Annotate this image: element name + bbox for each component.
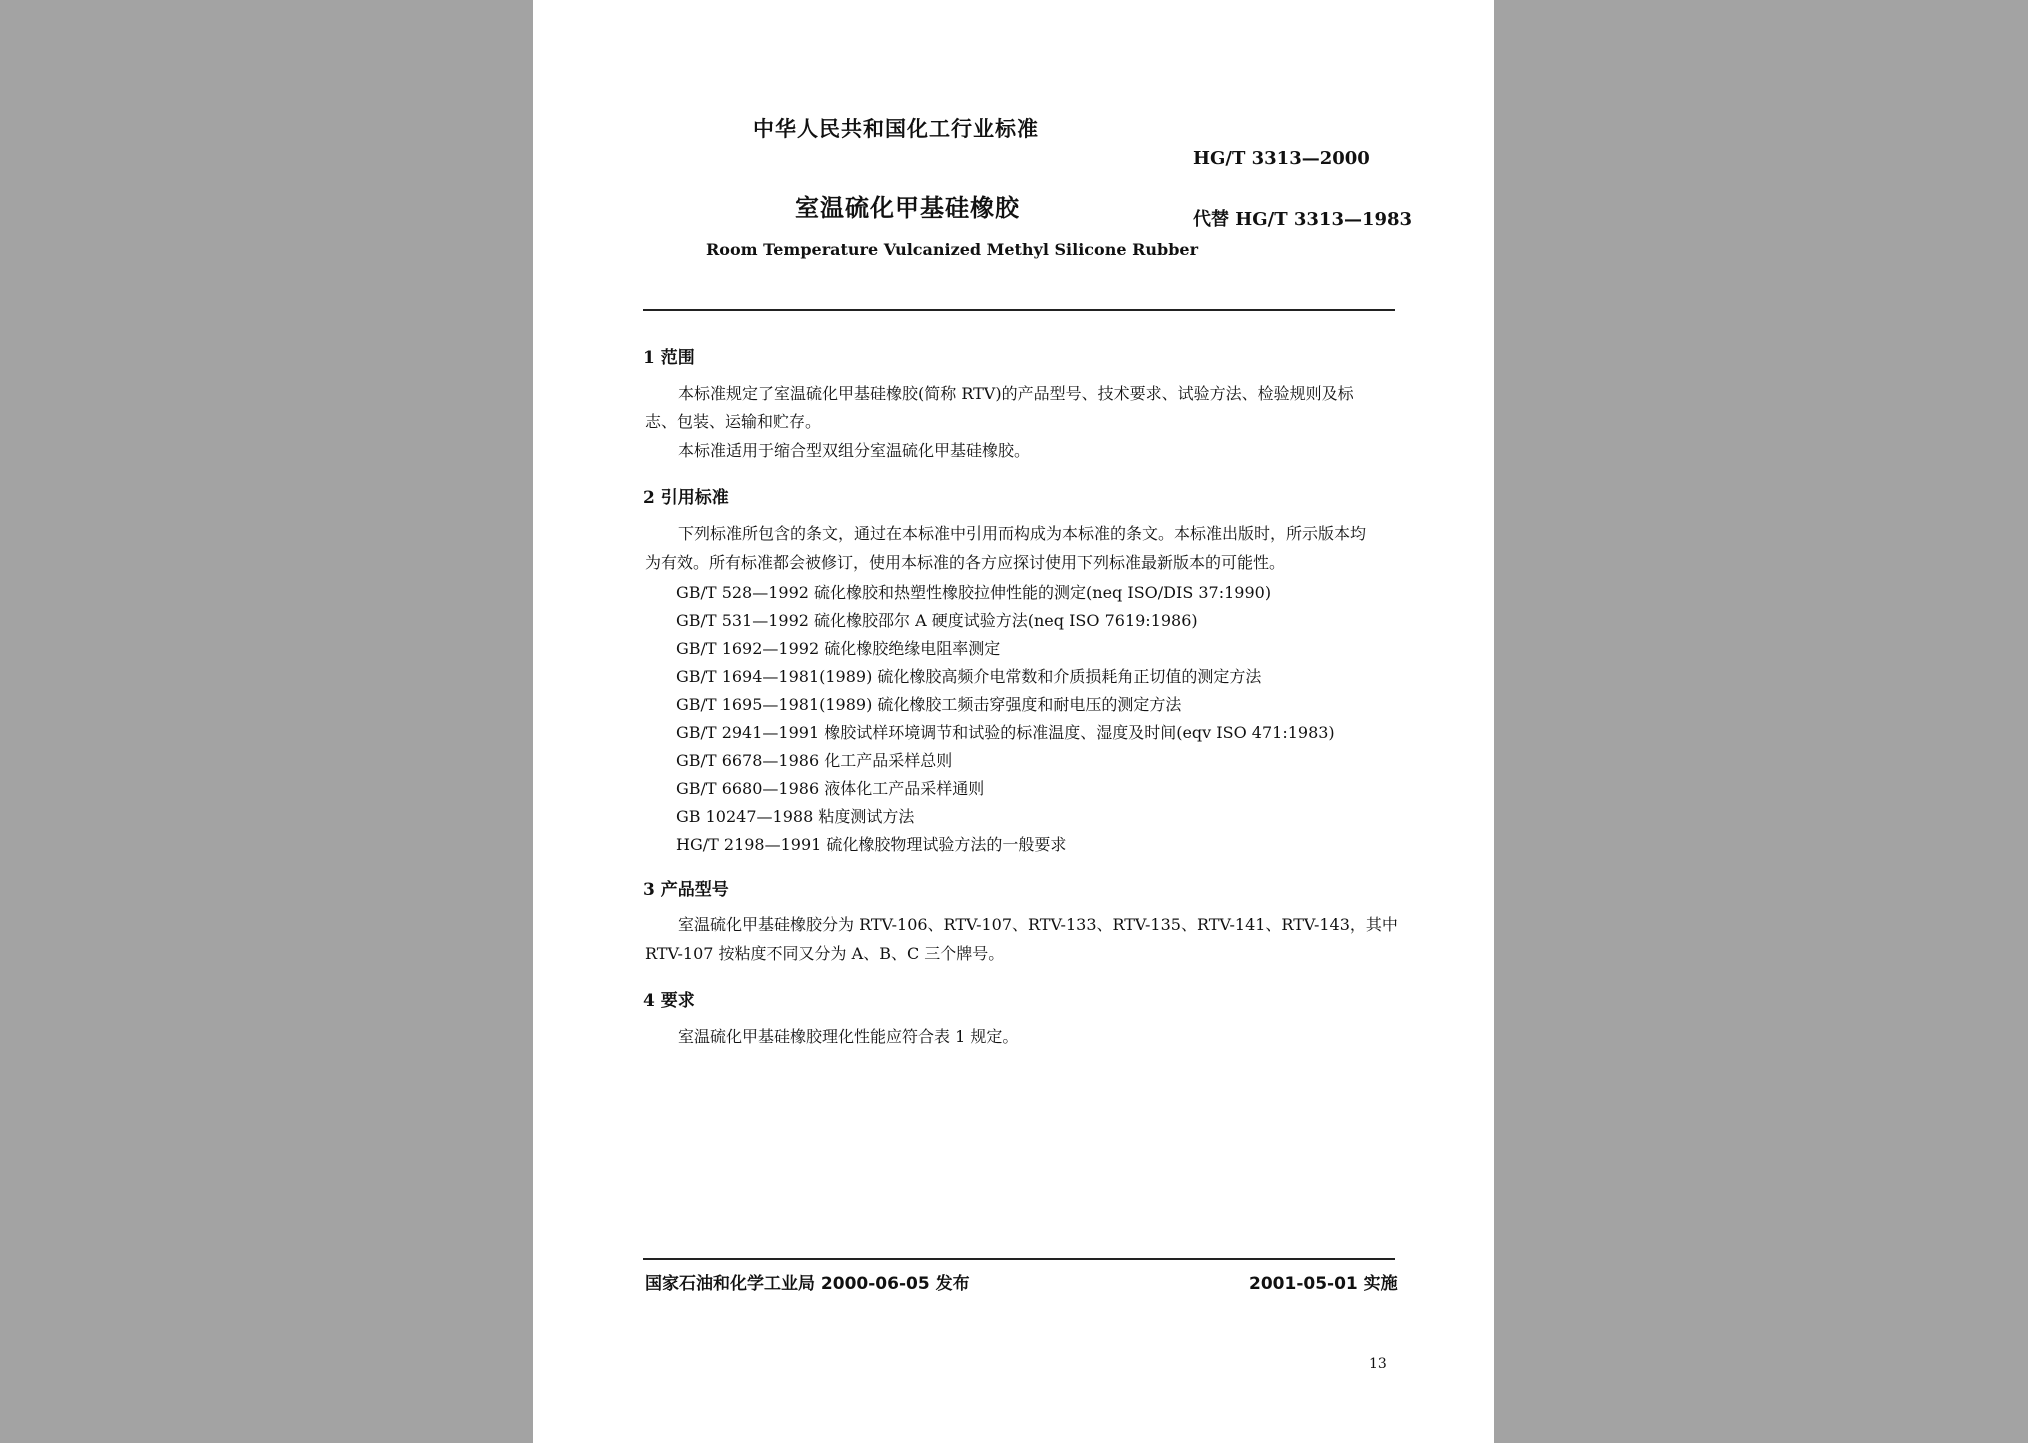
section-2-paragraph-line: 为有效。所有标准都会被修订，使用本标准的各方应探讨使用下列标准最新版本的可能性。 [645, 553, 1286, 572]
reference-item: GB/T 531—1992 硫化橡胶邵尔 A 硬度试验方法(neq ISO 7619:1986) [676, 611, 1198, 630]
reference-item: GB/T 1692—1992 硫化橡胶绝缘电阻率测定 [676, 639, 1001, 658]
replaces-standard: 代替 HG/T 3313—1983 [1193, 209, 1413, 230]
page-number: 13 [1369, 1356, 1387, 1372]
header-divider [643, 309, 1395, 311]
reference-item: GB/T 2941—1991 橡胶试样环境调节和试验的标准温度、湿度及时间(eqv ISO 471:1983) [676, 723, 1335, 742]
section-2-heading: 2 引用标准 [643, 488, 729, 508]
section-3-paragraph-line: RTV-107 按粘度不同又分为 A、B、C 三个牌号。 [645, 944, 1005, 963]
reference-item: GB 10247—1988 粘度测试方法 [676, 807, 915, 826]
reference-item: HG/T 2198—1991 硫化橡胶物理试验方法的一般要求 [676, 835, 1067, 854]
section-4-paragraph: 室温硫化甲基硅橡胶理化性能应符合表 1 规定。 [678, 1027, 1019, 1046]
reference-item: GB/T 528—1992 硫化橡胶和热塑性橡胶拉伸性能的测定(neq ISO/DIS 37:1990) [676, 583, 1272, 602]
standard-title-cn: 室温硫化甲基硅橡胶 [795, 194, 1020, 222]
section-1-paragraph-line: 志、包装、运输和贮存。 [645, 412, 822, 431]
section-3-paragraph-line: 室温硫化甲基硅橡胶分为 RTV-106、RTV-107、RTV-133、RTV-135、RTV-141、RTV-143，其中 [678, 915, 1398, 934]
reference-item: GB/T 1695—1981(1989) 硫化橡胶工频击穿强度和耐电压的测定方法 [676, 695, 1182, 714]
issue-date: 国家石油和化学工业局 2000-06-05 发布 [645, 1274, 970, 1294]
section-4-heading: 4 要求 [643, 991, 695, 1011]
section-1-paragraph-line: 本标准规定了室温硫化甲基硅橡胶(简称 RTV)的产品型号、技术要求、试验方法、检验规则及标 [678, 384, 1354, 403]
section-2-paragraph-line: 下列标准所包含的条文，通过在本标准中引用而构成为本标准的条文。本标准出版时，所示版本均 [678, 524, 1367, 543]
section-1-heading: 1 范围 [643, 348, 695, 368]
standard-code: HG/T 3313—2000 [1193, 148, 1370, 169]
section-3-heading: 3 产品型号 [643, 880, 729, 900]
document-page [533, 0, 1494, 1443]
footer-divider [643, 1258, 1395, 1260]
effective-date: 2001-05-01 实施 [1249, 1274, 1398, 1294]
reference-item: GB/T 1694—1981(1989) 硫化橡胶高频介电常数和介质损耗角正切值的测定方法 [676, 667, 1262, 686]
reference-item: GB/T 6678—1986 化工产品采样总则 [676, 751, 953, 770]
reference-item: GB/T 6680—1986 液体化工产品采样通则 [676, 779, 985, 798]
standard-title-en: Room Temperature Vulcanized Methyl Silicone Rubber [706, 240, 1198, 259]
section-1-paragraph: 本标准适用于缩合型双组分室温硫化甲基硅橡胶。 [678, 441, 1031, 460]
standard-organization: 中华人民共和国化工行业标准 [753, 117, 1039, 141]
